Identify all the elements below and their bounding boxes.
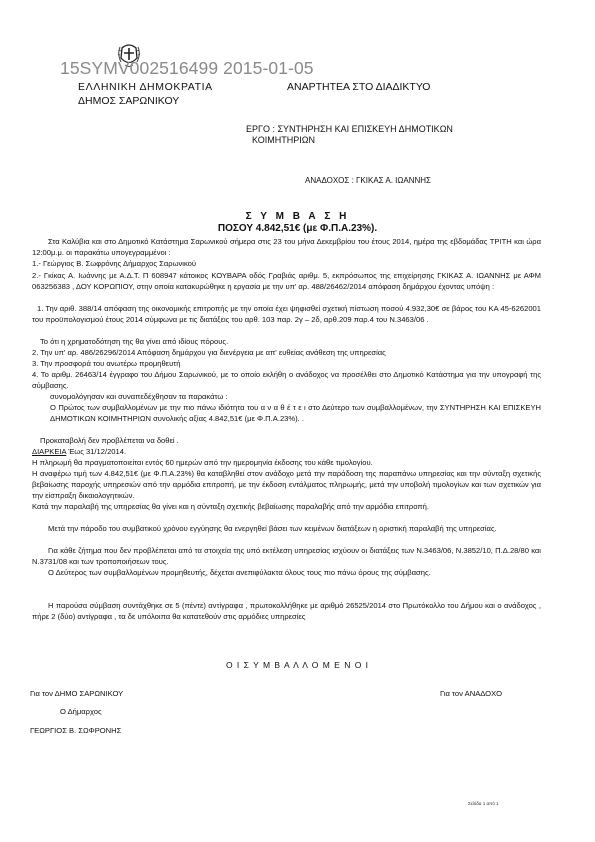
clause-item-3: 3. Την προσφορά του ανωτέρω προμηθευτή: [32, 359, 181, 368]
delivery-paragraph: Κατά την παραλαβή της υπηρεσίας θα γίνει και η σύνταξη σχετικής βεβαίωσης παραλαβής από την αρμόδια επιτροπή.: [32, 502, 429, 511]
clause-item-1b: Το ότι η χρηματοδότηση της θα γίνει από ιδίους πόρους.: [40, 337, 229, 346]
clause-item-4: 4. Το αριθμ. 26463/14 έγγραφο του Δήμου Σαρωνικού, με το οποίο εκλήθη ο ανάδοχος να προσέλθει στο Δημοτικό Κατάστημα για την υπογραφή της σύμβασης.: [32, 370, 541, 390]
signatories-heading: Ο Ι Σ Υ Μ Β Α Λ Λ Ο Μ Ε Ν Ο Ι: [225, 660, 370, 670]
signature-right-label: Για τον ΑΝΑΔΟΧΟ: [440, 689, 503, 698]
duration-line: [32, 447, 126, 458]
acceptance-paragraph: Ο Δεύτερος των συμβαλλομένων προμηθευτής, δέχεται ανεπιφύλακτα όλους τους πιο πάνω όρους της σύμβασης.: [48, 568, 431, 577]
fee-paragraph: Η αναφέρω τιμή των 4.842,51€ (με Φ.Π.Α.23%) θα καταβληθεί στον ανάδοχο μετά την παράδοση της παραπάνω υπηρεσίας και την σύνταξη σχετικής βεβαίωσης παροχής υπηρεσιών από την αρμόδια επιτροπή, με την έκδοση εντάλματος πληρωμής, μετά την υποβολή τιμολογίων και των σχετικών για την είσπραξη δικαιολογητικών.: [32, 469, 541, 500]
assignment-paragraph: Ο Πρώτος των συμβαλλομένων με την πιο πάνω ιδιότητα του α ν α θ έ τ ε ι στο Δεύτερο των συμβαλλομένων, την ΣΥΝΤΗΡΗΣΗ ΚΑΙ ΕΠΙΣΚΕΥΗ ΔΗΜΟΤΙΚΩΝ ΚΟΙΜΗΤΗΡΙΩΝ συνολικής αξίας 4.842,51€ (με Φ.Π.Α.23%). .: [50, 403, 541, 423]
mayor-name: ΓΕΩΡΓΙΟΣ Β. ΣΩΦΡΟΝΗΣ: [30, 726, 122, 735]
contract-amount: ΠΟΣΟΥ 4.842,51€ (με Φ.Π.Α.23%).: [217, 223, 378, 234]
mayor-title: Ο Δήμαρχος: [60, 707, 102, 716]
duration-value: Έως 31/12/2014.: [66, 447, 127, 456]
payment-paragraph: Η πληρωμή θα πραγματοποιείται εντός 60 ημερών από την ημερομηνία έκδοσης του κάθε τιμολογίου.: [32, 458, 373, 467]
signature-left-label: Για τον ΔΗΜΟ ΣΑΡΩΝΙΚΟΥ: [30, 689, 124, 698]
contract-title: Σ Υ Μ Β Α Σ Η: [245, 211, 350, 222]
party-1: 1.- Γεώργιος Β. Σωφρόνης Δήμαρχος Σαρωνικού: [32, 259, 197, 268]
header-posting: ΑΝΑΡΤΗΤΕΑ ΣΤΟ ΔΙΑΔΙΚΤΥΟ: [287, 81, 431, 93]
advance-payment: Προκαταβολή δεν προβλέπεται να δοθεί .: [40, 436, 179, 445]
header-republic: ΕΛΛΗΝΙΚΗ ΔΗΜΟΚΡΑΤΙΑ: [78, 81, 213, 93]
intro-paragraph: Στα Καλύβια και στο Δημοτικό Κατάστημα Σαρωνικού σήμερα στις 23 του μήνα Δεκεμβρίου του έτους 2014, ημέρα της εβδομάδας ΤΡΙΤΗ και ώρα 12:00μ.μ. οι παρακάτω υπογεγραμμένοι :: [32, 237, 541, 257]
ada-stamp: 15SYMV002516499 2015-01-05: [60, 58, 314, 78]
project-line2: ΚΟΙΜΗΤΗΡΙΩΝ: [252, 135, 315, 145]
duration-label: ΔΙΑΡΚΕΙΑ: [32, 447, 67, 456]
party-2: 2.- Γκίκας Α. Ιωάννης με Α.Δ.Τ. Π 608947 κάτοικος ΚΟΥΒΑΡΑ οδός Γραβιάς αριθμ. 5, εκπρόσωπος της επιχείρησης ΓΚΙΚΑΣ Α. ΙΩΑΝΝΗΣ με ΑΦΜ 063256383 , ΔΟΥ ΚΟΡΩΠΙΟΥ, στην οποία κατακυρώθηκε η εργασία με την υπ' αρ. 488/26462/2014 απόφαση δημάρχου έχοντας υπόψη :: [32, 271, 541, 291]
clause-item-1: 1. Την αριθ. 388/14 απόφαση της οικονομικής επιτροπής με την οποία έχει ψηφισθεί σχετική πίστωση ποσού 4.932,30€ σε βάρος του ΚΑ 45-6262001 του προϋπολογισμού έτους 2014 σύμφωνα με τις διατάξεις του αρθ. 103 παρ. 2γ – 2δ, αρθ.209 παρ.4 του Ν.3463/06 .: [32, 304, 541, 324]
clause-item-2: 2. Την υπ' αρ. 486/26296/2014 Απόφαση δημάρχου για διενέργεια με απ' ευθείας ανάθεση της υπηρεσίας: [32, 348, 386, 357]
contractor-label: ΑΝΑΔΟΧΟΣ : ΓΚΙΚΑΣ Α. ΙΩΑΝΝΗΣ: [305, 176, 431, 185]
warranty-paragraph: Μετά την πάροδο του συμβατικού χρόνου εγγύησης θα ενεργηθεί βάσει των κειμένων διατάξεων η οριστική παραλαβή της υπηρεσίας.: [48, 524, 497, 533]
page-footer: Σελίδα 1 από 1: [468, 801, 499, 806]
header-municipality: ΔΗΜΟΣ ΣΑΡΩΝΙΚΟΥ: [78, 95, 180, 107]
other-provisions-paragraph: Για κάθε ζήτημα που δεν προβλέπεται από τα στοιχεία της υπό εκτέλεση υπηρεσίας ισχύουν οι διατάξεις των Ν.3463/06, Ν.3852/10, Π.Δ.28/80 και Ν.3731/08 και των τροποποιήσεων τους.: [32, 546, 541, 566]
agreed-line: συνομολόγησαν και συναπεδέχθησαν τα παρακάτω :: [50, 392, 228, 401]
copies-paragraph: Η παρούσα σύμβαση συντάχθηκε σε 5 (πέντε) αντίγραφα , πρωτοκολλήθηκε με αριθμό 26525/2014 στο Πρωτόκολλο του Δήμου και ο ανάδοχος , πήρε 2 (δύο) αντίγραφα , τα δε υπόλοιπα θα κατατεθούν στις αρμόδιες υπηρεσίες: [32, 601, 541, 621]
project-line1: ΕΡΓΟ : ΣΥΝΤΗΡΗΣΗ ΚΑΙ ΕΠΙΣΚΕΥΗ ΔΗΜΟΤΙΚΩΝ: [246, 124, 453, 134]
